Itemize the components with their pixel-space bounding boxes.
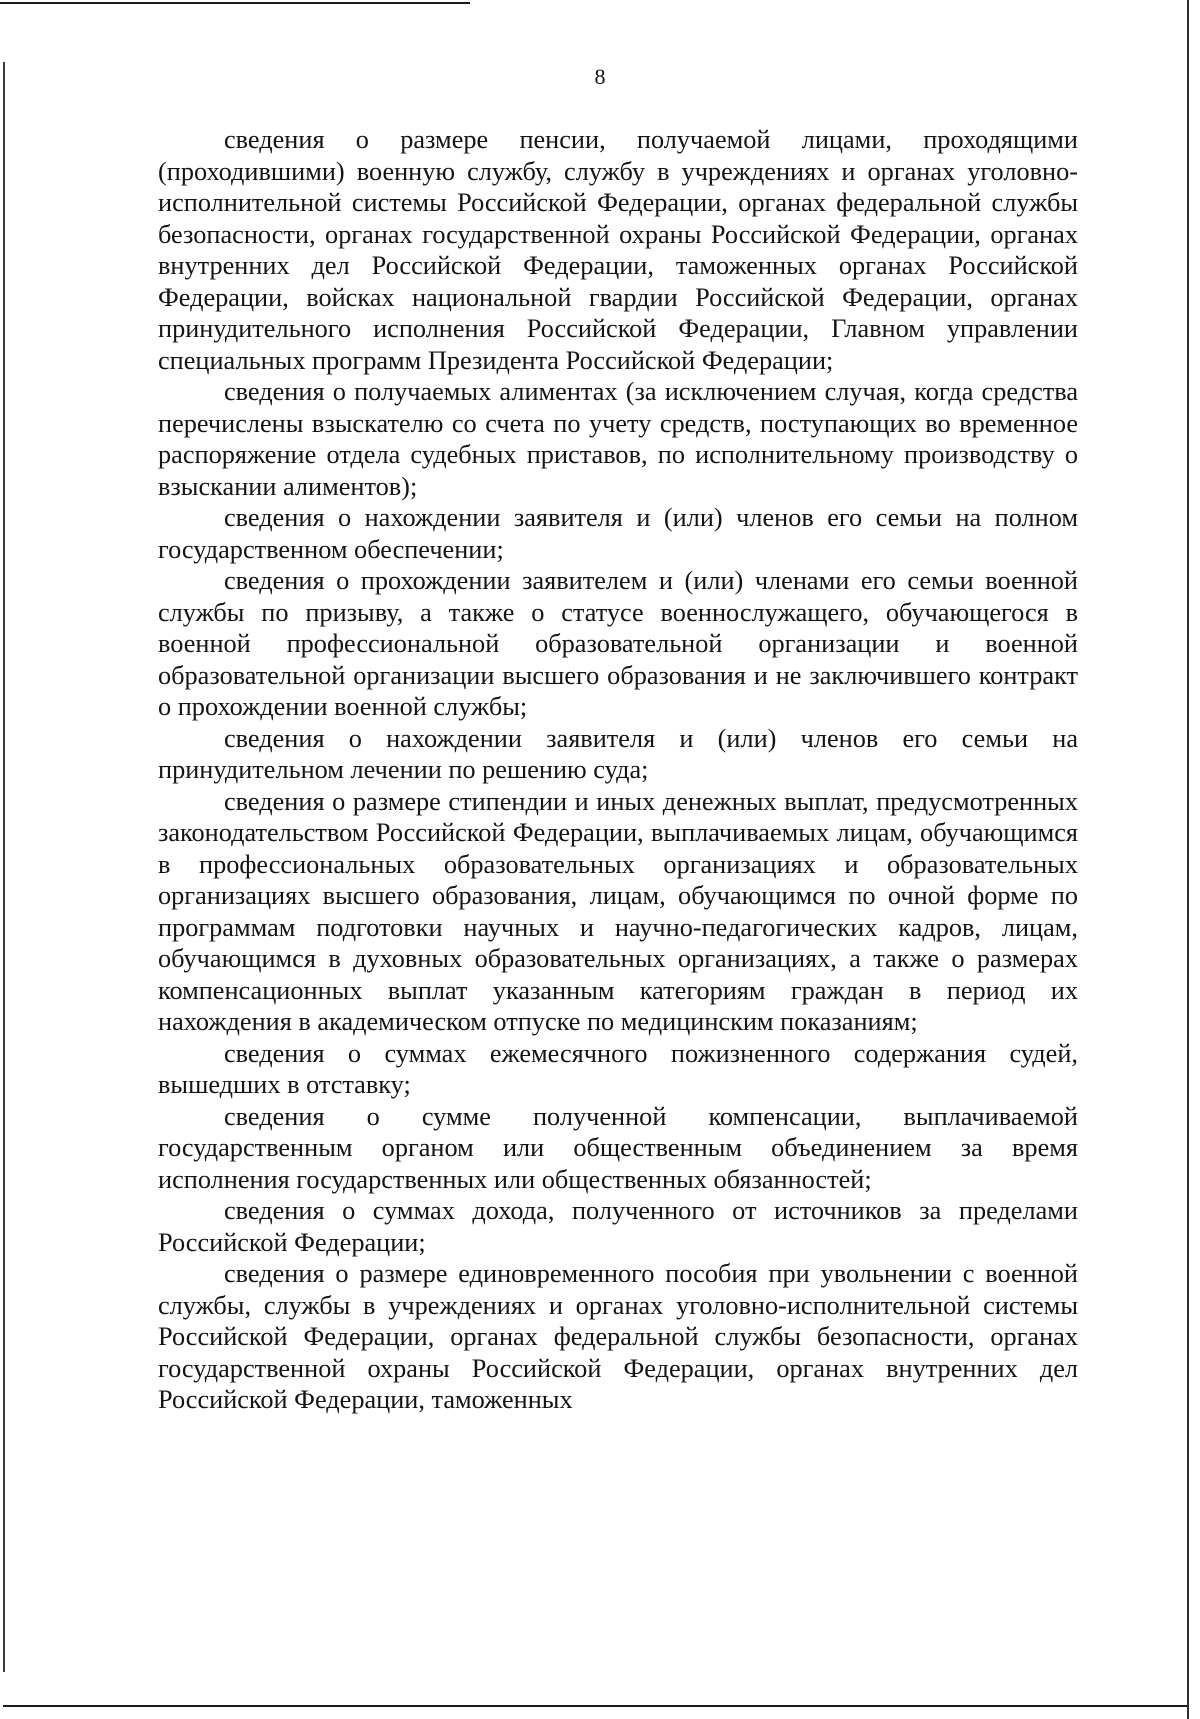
scan-border-left xyxy=(3,62,5,1672)
paragraph-judges-allowance: сведения о суммах ежемесячного пожизненного содержания судей, вышедших в отставку; xyxy=(158,1038,1078,1099)
document-body xyxy=(158,124,1078,1416)
paragraph-state-support: сведения о нахождении заявителя и (или) членов его семьи на полном государственном обеспечении; xyxy=(158,503,1078,564)
paragraph-military-service: сведения о прохождении заявителем и (или) членами его семьи военной службы по призыву, а также о статусе военнослужащего, обучающегося в военной профессиональной образовательной организации и военной образовательной организации высшего образования и не заключившего контракт о прохождении военной службы; xyxy=(158,566,1078,721)
paragraph-compensation: сведения о сумме полученной компенсации, выплачиваемой государственным органом или общественным объединением за время исполнения государственных или общественных обязанностей; xyxy=(158,1101,1078,1194)
paragraph-compulsory-treatment: сведения о нахождении заявителя и (или) членов его семьи на принудительном лечении по решению суда; xyxy=(158,723,1078,784)
paragraph-alimony: сведения о получаемых алиментах (за исключением случая, когда средства перечислены взыскателю со счета по учету средств, поступающих во временное распоряжение отдела судебных приставов, по исполнительному производству о взыскании алиментов); xyxy=(158,377,1078,501)
scan-border-bottom xyxy=(3,1705,1187,1707)
scan-border-top xyxy=(0,2,470,4)
page-number: 8 xyxy=(594,64,606,89)
paragraph-scholarship: сведения о размере стипендии и иных денежных выплат, предусмотренных законодательством Российской Федерации, выплачиваемых лицам, обучающимся в профессиональных образовательных организациях и образовательных организациях высшего образования, лицам, обучающимся по очной форме по программам подготовки научных и научно-педагогических кадров, лицам, обучающимся в духовных образовательных организациях, а также о размерах компенсационных выплат указанным категориям граждан в период их нахождения в академическом отпуске по медицинским показаниям; xyxy=(158,786,1078,1036)
scan-border-right xyxy=(1187,0,1189,1719)
paragraph-severance-allowance: сведения о размере единовременного пособия при увольнении с военной службы, службы в учреждениях и органах уголовно-исполнительной системы Российской Федерации, органах федеральной службы безопасности, органах государственной охраны Российской Федерации, органах внутренних дел Российской Федерации, таможенных xyxy=(158,1259,1078,1414)
paragraph-pension: сведения о размере пенсии, получаемой лицами, проходящими (проходившими) военную службу, службу в учреждениях и органах уголовно-исполнительной системы Российской Федерации, органах федеральной службы безопасности, органах государственной охраны Российской Федерации, органах внутренних дел Российской Федерации, таможенных органах Российской Федерации, войсках национальной гвардии Российской Федерации, органах принудительного исполнения Российской Федерации, Главном управлении специальных программ Президента Российской Федерации; xyxy=(158,125,1078,375)
paragraph-foreign-income: сведения о суммах дохода, полученного от источников за пределами Российской Федерации; xyxy=(158,1196,1078,1257)
